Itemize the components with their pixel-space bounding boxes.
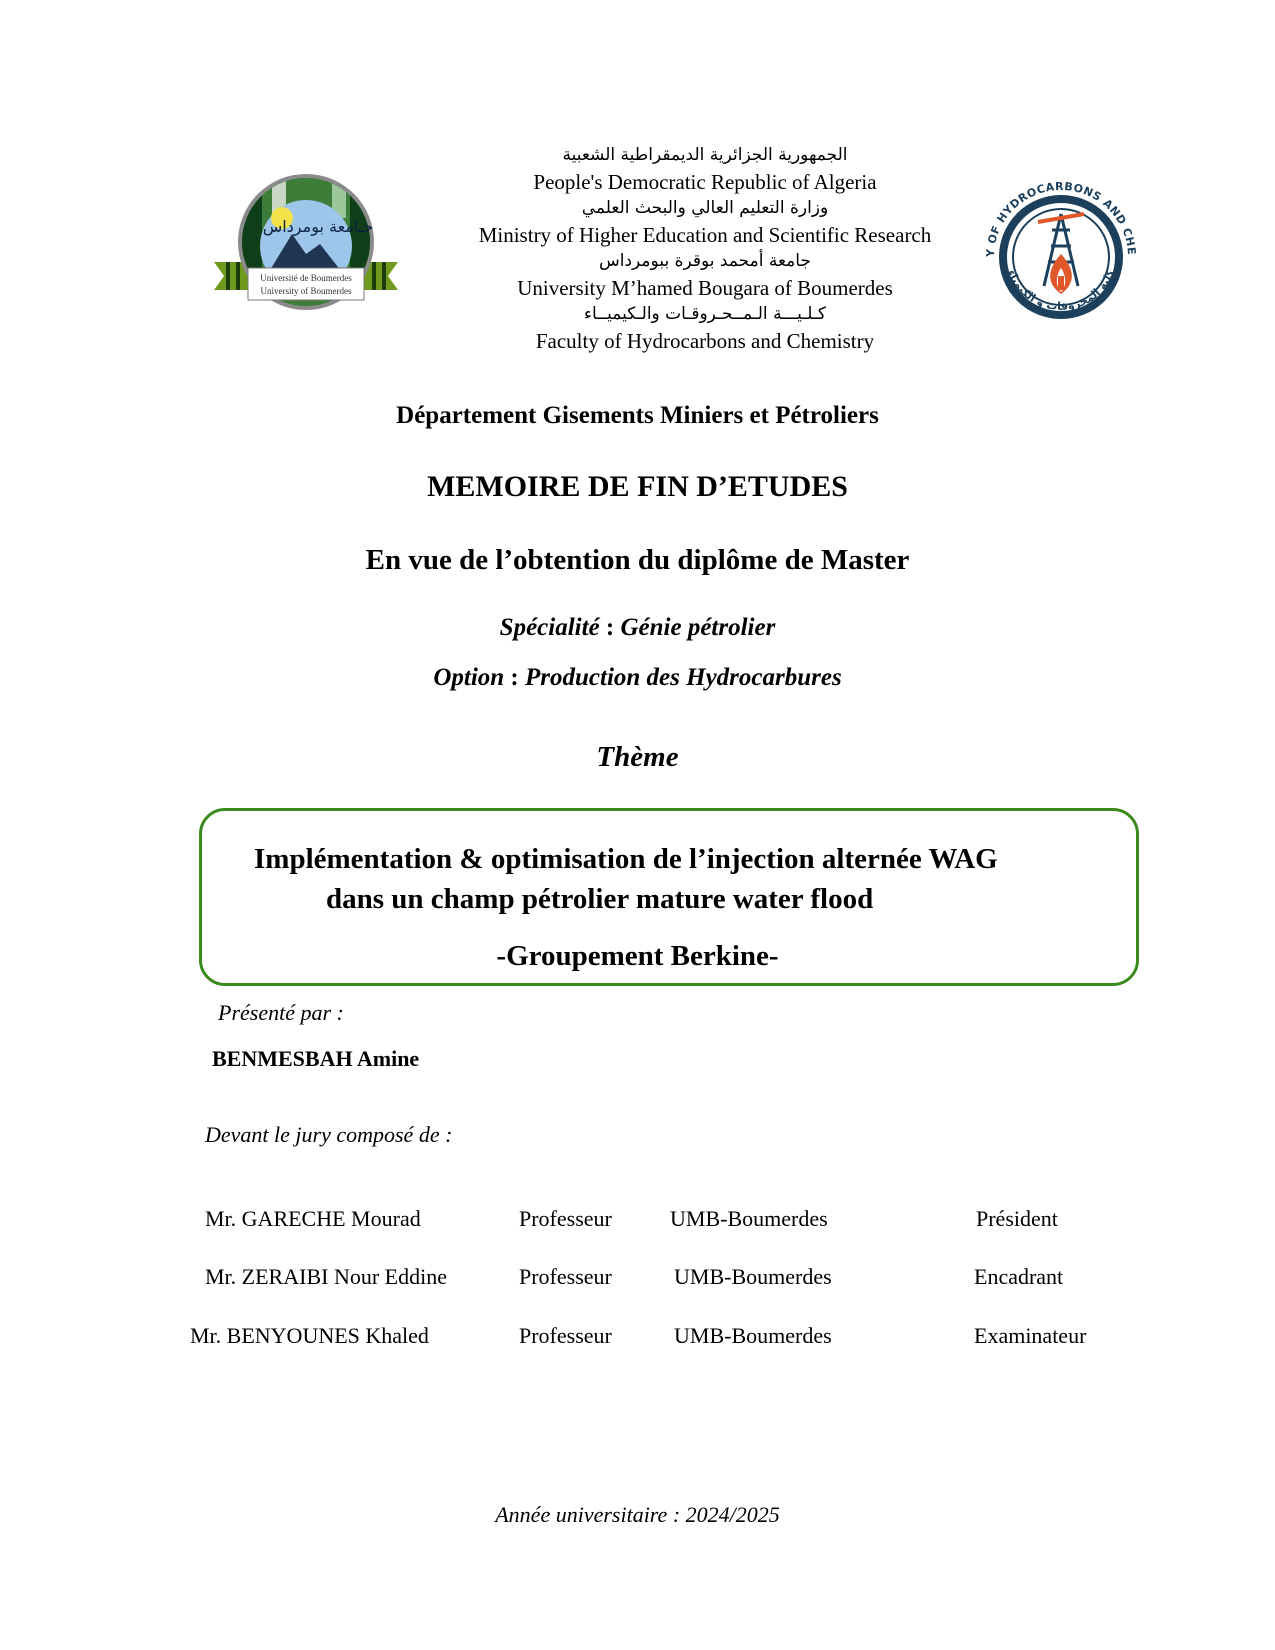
jury-affiliation: UMB-Boumerdes [670, 1206, 828, 1231]
faculty-logo [972, 168, 1150, 346]
logo-left-line2: University of Boumerdes [260, 286, 352, 296]
jury-title: Professeur [519, 1206, 612, 1231]
logo-left-arabic: جـامعة بومرداس [262, 217, 374, 236]
logo-left-line1: Université de Boumerdes [260, 273, 352, 283]
jury-title: Professeur [519, 1323, 612, 1348]
jury-label: Devant le jury composé de : [205, 1122, 453, 1147]
logo-right-ring-text: Y OF HYDROCARBONS AND CHE [983, 179, 1139, 258]
jury-name: Mr. BENYOUNES Khaled [190, 1323, 429, 1348]
jury-affiliation: UMB-Boumerdes [674, 1264, 832, 1289]
jury-role: Examinateur [974, 1323, 1087, 1348]
header-ar-university: جامعة أمحمد بوقرة ببومرداس [599, 251, 811, 271]
jury-name: Mr. GARECHE Mourad [205, 1206, 421, 1231]
header-ar-faculty: كـلـيـــة الـمــحـروقـات والـكيميــاء [584, 304, 826, 324]
jury-name: Mr. ZERAIBI Nour Eddine [205, 1264, 447, 1289]
thesis-title-line2: dans un champ pétrolier mature water flood [326, 883, 874, 915]
degree-purpose: En vue de l’obtention du diplôme de Master [365, 544, 910, 576]
jury-row [0, 1323, 1275, 1353]
header-ar-ministry: وزارة التعليم العالي والبحث العلمي [581, 198, 829, 218]
thesis-title-line1: Implémentation & optimisation de l’injection alternée WAG [254, 843, 998, 875]
jury-role: Encadrant [974, 1264, 1064, 1289]
header-ministry: Ministry of Higher Education and Scientific Research [478, 222, 932, 247]
specialty-label: Spécialité [499, 614, 600, 641]
option-line [0, 664, 1275, 692]
thesis-title-line3: -Groupement Berkine- [496, 940, 779, 972]
logo-right-arabic: كلية المحروقات و الكيمياء [1004, 267, 1118, 314]
header-republic: People's Democratic Republic of Algeria [533, 169, 877, 194]
specialty-value: Génie pétrolier [620, 614, 776, 641]
jury-title: Professeur [519, 1264, 612, 1289]
option-label: Option [433, 664, 505, 691]
jury-row [0, 1206, 1275, 1236]
document-type: MEMOIRE DE FIN D’ETUDES [427, 470, 848, 503]
option-value: Production des Hydrocarbures [525, 664, 842, 691]
header-university: University M’hamed Bougara of Boumerdes [517, 275, 893, 300]
specialty-separator: : [599, 614, 621, 641]
jury-role: Président [976, 1206, 1058, 1231]
author-name: BENMESBAH Amine [212, 1046, 420, 1071]
specialty-line [0, 614, 1275, 642]
jury-affiliation: UMB-Boumerdes [674, 1323, 832, 1348]
theme-label: Thème [596, 741, 679, 773]
university-logo [212, 172, 400, 322]
department-name: Département Gisements Miniers et Pétroliers [396, 402, 879, 429]
option-separator: : [504, 664, 525, 691]
header-institution [420, 142, 990, 354]
header-faculty: Faculty of Hydrocarbons and Chemistry [535, 328, 875, 353]
presented-by-label: Présenté par : [218, 1000, 344, 1025]
jury-row [0, 1264, 1275, 1294]
header-ar-republic: الجمهورية الجزائرية الديمقراطية الشعبية [562, 145, 848, 165]
academic-year: Année universitaire : 2024/2025 [495, 1502, 780, 1527]
